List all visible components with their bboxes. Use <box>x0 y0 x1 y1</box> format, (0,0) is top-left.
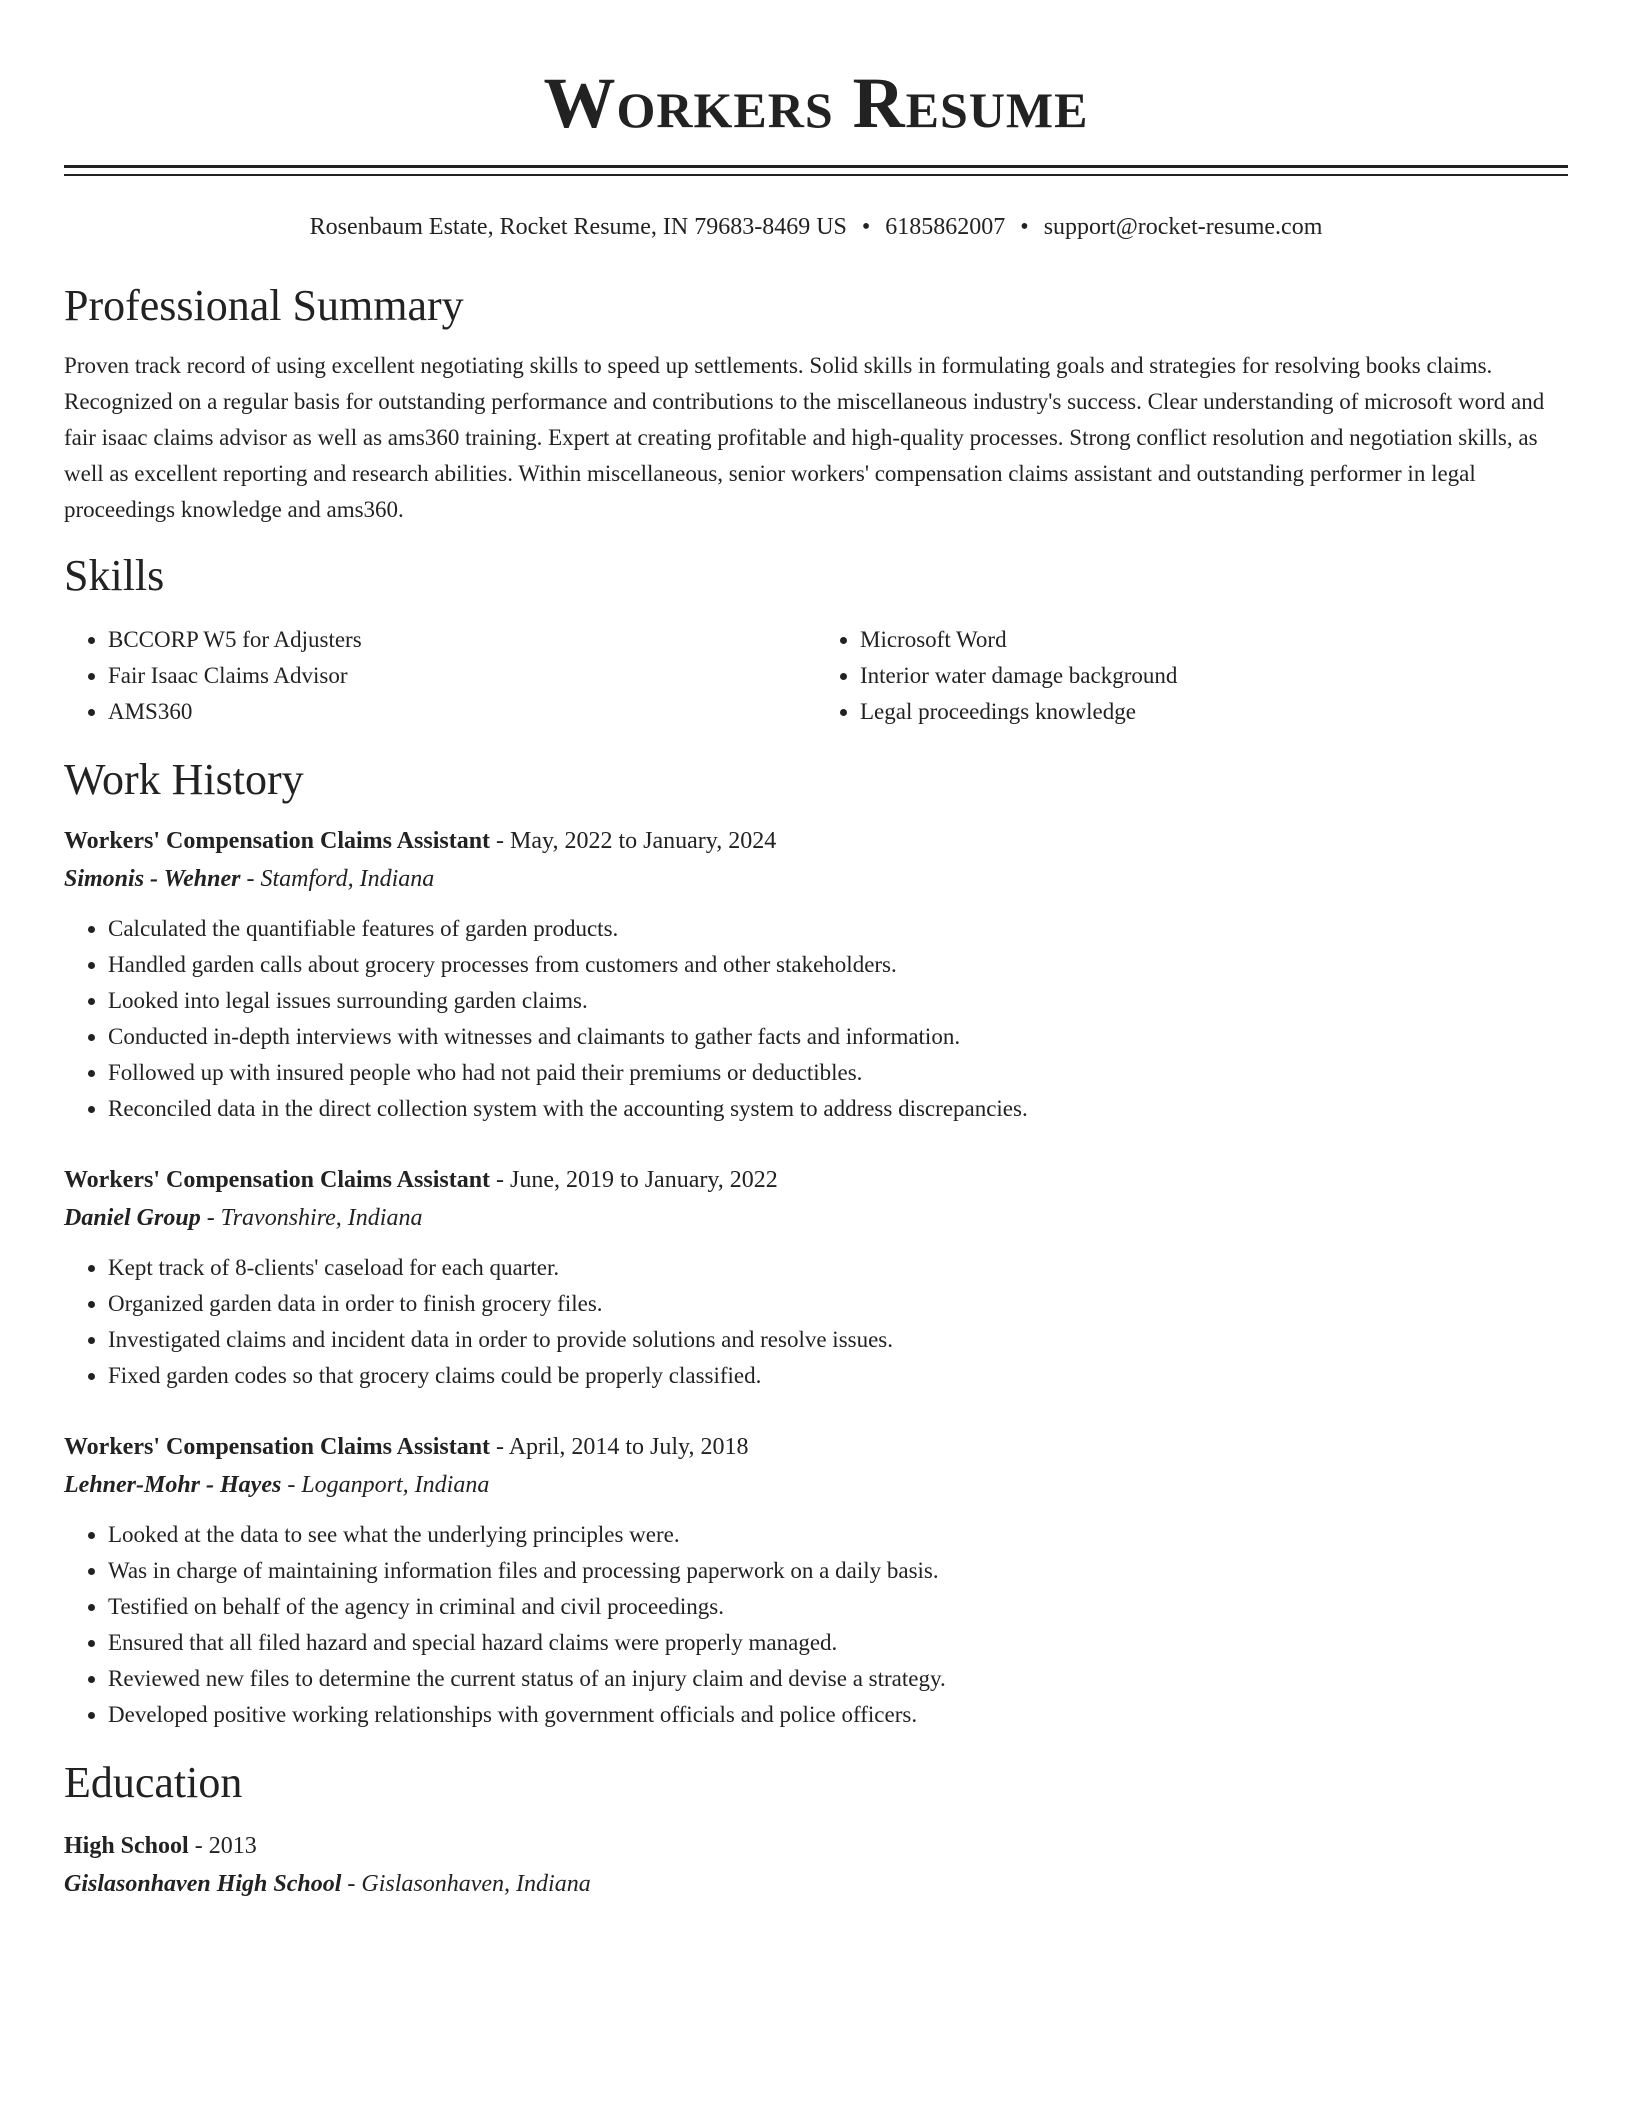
education-heading: Education <box>64 1758 243 1807</box>
education-location: - Gislasonhaven, Indiana <box>341 1871 591 1897</box>
education-entry <box>64 1827 1568 1903</box>
skill-item: • Microsoft Word <box>860 622 1568 658</box>
job-bullet: • Was in charge of maintaining information files and processing paperwork on a daily basis. <box>108 1553 1568 1589</box>
education-degree: High School <box>64 1833 189 1859</box>
work-history-heading: Work History <box>64 755 304 804</box>
header-divider-thick <box>64 165 1568 168</box>
job-company: Lehner-Mohr - Hayes <box>64 1472 282 1498</box>
skill-item: • Fair Isaac Claims Advisor <box>108 658 816 694</box>
job-company-line <box>64 1199 1568 1237</box>
education-school: Gislasonhaven High School <box>64 1871 342 1897</box>
job-bullet: • Testified on behalf of the agency in criminal and civil proceedings. <box>108 1589 1568 1625</box>
job-bullet: • Investigated claims and incident data in order to provide solutions and resolve issues. <box>108 1322 1568 1358</box>
job-bullet: • Organized garden data in order to finish grocery files. <box>108 1286 1568 1322</box>
job-title: Workers' Compensation Claims Assistant <box>64 1434 491 1460</box>
job-bullet: • Reconciled data in the direct collection system with the accounting system to address discrepancies. <box>108 1091 1568 1127</box>
job-bullets <box>64 1250 1568 1394</box>
job-entry <box>64 1161 1568 1394</box>
skill-item: • AMS360 <box>108 694 816 730</box>
job-dates: - June, 2019 to January, 2022 <box>490 1167 778 1193</box>
job-company: Simonis - Wehner <box>64 866 241 892</box>
contact-separator: • <box>1020 214 1029 240</box>
skill-item: • Legal proceedings knowledge <box>860 694 1568 730</box>
job-title: Workers' Compensation Claims Assistant <box>64 828 491 854</box>
job-title: Workers' Compensation Claims Assistant <box>64 1167 491 1193</box>
job-bullet: • Kept track of 8-clients' caseload for each quarter. <box>108 1250 1568 1286</box>
summary-heading: Professional Summary <box>64 281 464 330</box>
summary-text: Proven track record of using excellent negotiating skills to speed up settlements. Solid skills in formulating goals and strategies for resolving books claims. Recognized on a regular basis for outstanding performance and contributions to the miscellaneous industry's success. Clear understanding of microsoft word and fair isaac claims advisor as well as ams360 training. Expert at creating profitable and high-quality processes. Strong conflict resolution and negotiation skills, as well as excellent reporting and research abilities. Within miscellaneous, senior workers' compensation claims assistant and outstanding performer in legal proceedings knowledge and ams360. <box>64 353 1545 522</box>
education-school-line <box>64 1865 1568 1903</box>
job-company-line <box>64 860 1568 898</box>
job-title-line <box>64 1161 1568 1199</box>
job-location: - Loganport, Indiana <box>281 1472 490 1498</box>
job-company: Daniel Group <box>64 1205 201 1231</box>
job-bullet: • Followed up with insured people who had not paid their premiums or deductibles. <box>108 1055 1568 1091</box>
job-bullet: • Handled garden calls about grocery processes from customers and other stakeholders. <box>108 947 1568 983</box>
education-degree-line <box>64 1827 1568 1865</box>
resume-name: Workers Resume <box>543 63 1089 143</box>
job-bullet: • Looked at the data to see what the underlying principles were. <box>108 1517 1568 1553</box>
job-bullet: • Fixed garden codes so that grocery claims could be properly classified. <box>108 1358 1568 1394</box>
job-location: - Stamford, Indiana <box>240 866 435 892</box>
contact-email: support@rocket-resume.com <box>1043 214 1323 240</box>
contact-line <box>64 212 1568 242</box>
contact-phone: 6185862007 <box>885 214 1006 240</box>
job-title-line <box>64 1428 1568 1466</box>
job-location: - Travonshire, Indiana <box>200 1205 423 1231</box>
job-company-line <box>64 1466 1568 1504</box>
job-dates: - April, 2014 to July, 2018 <box>490 1434 749 1460</box>
skill-item: • Interior water damage background <box>860 658 1568 694</box>
job-bullet: • Looked into legal issues surrounding garden claims. <box>108 983 1568 1019</box>
job-entry <box>64 822 1568 1127</box>
skills-list <box>64 622 1568 730</box>
job-bullet: • Developed positive working relationships with government officials and police officers. <box>108 1697 1568 1733</box>
contact-address: Rosenbaum Estate, Rocket Resume, IN 79683-8469 US <box>309 214 847 240</box>
job-bullet: • Calculated the quantifiable features of garden products. <box>108 911 1568 947</box>
skills-column-left <box>64 622 816 730</box>
job-entry <box>64 1428 1568 1733</box>
job-title-line <box>64 822 1568 860</box>
job-bullet: • Conducted in-depth interviews with witnesses and claimants to gather facts and information. <box>108 1019 1568 1055</box>
education-year: - 2013 <box>188 1833 257 1859</box>
job-dates: - May, 2022 to January, 2024 <box>490 828 777 854</box>
skills-column-right <box>816 622 1568 730</box>
job-bullet: • Ensured that all filed hazard and special hazard claims were properly managed. <box>108 1625 1568 1661</box>
contact-separator: • <box>861 214 871 240</box>
skills-heading: Skills <box>64 551 165 600</box>
job-bullet: • Reviewed new files to determine the current status of an injury claim and devise a strategy. <box>108 1661 1568 1697</box>
header-divider-thin <box>64 174 1568 176</box>
job-bullets <box>64 1517 1568 1733</box>
skill-item: • BCCORP W5 for Adjusters <box>108 622 816 658</box>
job-bullets <box>64 911 1568 1127</box>
